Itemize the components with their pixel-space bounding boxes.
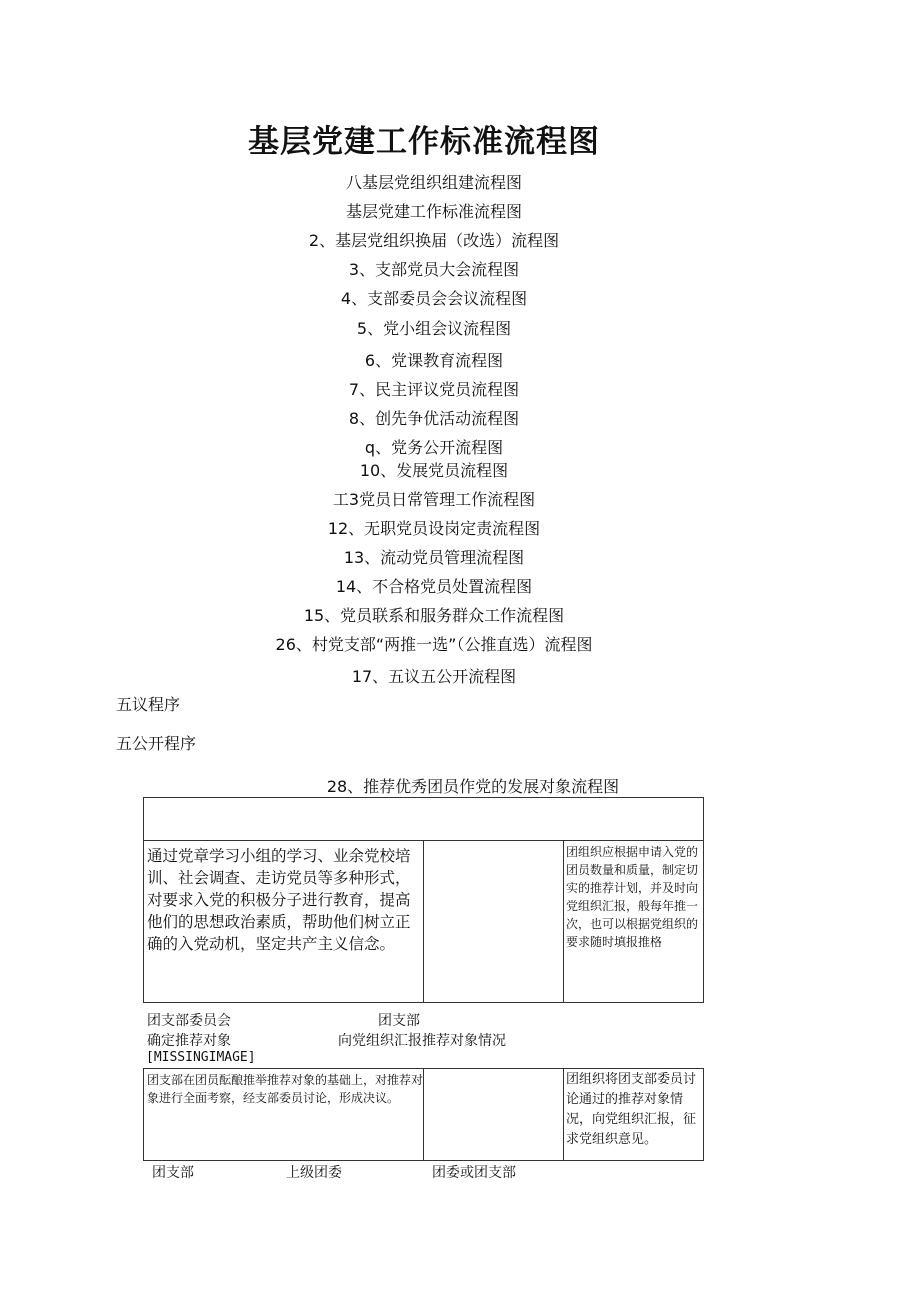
toc-item: 4、支部委员会会议流程图: [340, 289, 528, 308]
flow-step-review: 团支部在团员酝酿推举推荐对象的基础上，对推荐对象进行全面考察，经支部委员讨论，形成决议。: [147, 1073, 424, 1105]
flow-top-box: [143, 797, 704, 841]
flow-footer-label: 团委或团支部: [432, 1165, 516, 1181]
toc-item: 8、创先争优活动流程图: [348, 409, 520, 428]
flow-step-report: 团组织将团支部委员讨论通过的推荐对象情况，向党组织汇报，征求党组织意见。: [566, 1072, 697, 1147]
flow-footer-label: 上级团委: [286, 1165, 342, 1181]
flow-box-middle-2: [423, 1068, 564, 1161]
flow-step-plan: 团组织应根据申请入党的团员数量和质量，制定切实的推荐计划，并及时向党组织汇报，般每年推一次，也可以根据党组织的要求随时填报推格: [566, 845, 699, 949]
toc-item: 7、民主评议党员流程图: [348, 380, 520, 399]
toc-item: 八基层党组织组建流程图: [345, 173, 522, 192]
toc-item: 2、基层党组织换届（改选）流程图: [308, 231, 560, 250]
flow-label: 确定推荐对象: [147, 1033, 231, 1049]
flow-footer-label: 团支部: [152, 1165, 194, 1181]
missing-image-placeholder: [MISSINGIMAGE]: [146, 1050, 256, 1065]
page-title: 基层党建工作标准流程图: [248, 124, 600, 160]
section-heading: 五议程序: [116, 695, 181, 714]
flow-box-middle-1: [423, 840, 564, 1003]
toc-item: q、党务公开流程图: [364, 438, 504, 457]
section-heading: 五公开程序: [116, 734, 197, 753]
toc-item: 3、支部党员大会流程图: [348, 260, 520, 279]
flowchart-title: 28、推荐优秀团员作党的发展对象流程图: [326, 777, 620, 796]
toc-item: 5、党小组会议流程图: [356, 319, 512, 338]
toc-item: 14、不合格党员处置流程图: [335, 577, 533, 596]
flow-label: 向党组织汇报推荐对象情况: [338, 1033, 506, 1049]
toc-item: 17、五议五公开流程图: [351, 667, 517, 686]
toc-item: 15、党员联系和服务群众工作流程图: [303, 606, 565, 625]
toc-item: 基层党建工作标准流程图: [345, 202, 522, 221]
toc-item: 工3党员日常管理工作流程图: [332, 490, 536, 509]
toc-item: 6、党课教育流程图: [364, 351, 504, 370]
flow-label: 团支部: [378, 1013, 420, 1029]
toc-item: 10、发展党员流程图: [359, 461, 509, 480]
toc-item: 26、村党支部“两推一选”（公推直选）流程图: [275, 635, 593, 654]
flow-label: 团支部委员会: [147, 1013, 231, 1029]
toc-item: 12、无职党员设岗定责流程图: [327, 519, 541, 538]
toc-item: 13、流动党员管理流程图: [343, 548, 525, 567]
flow-step-education: 通过党章学习小组的学习、业余党校培训、社会调查、走访党员等多种形式，对要求入党的积极分子进行教育，提高他们的思想政治素质，帮助他们树立正确的入党动机，坚定共产主义信念。: [147, 847, 411, 953]
